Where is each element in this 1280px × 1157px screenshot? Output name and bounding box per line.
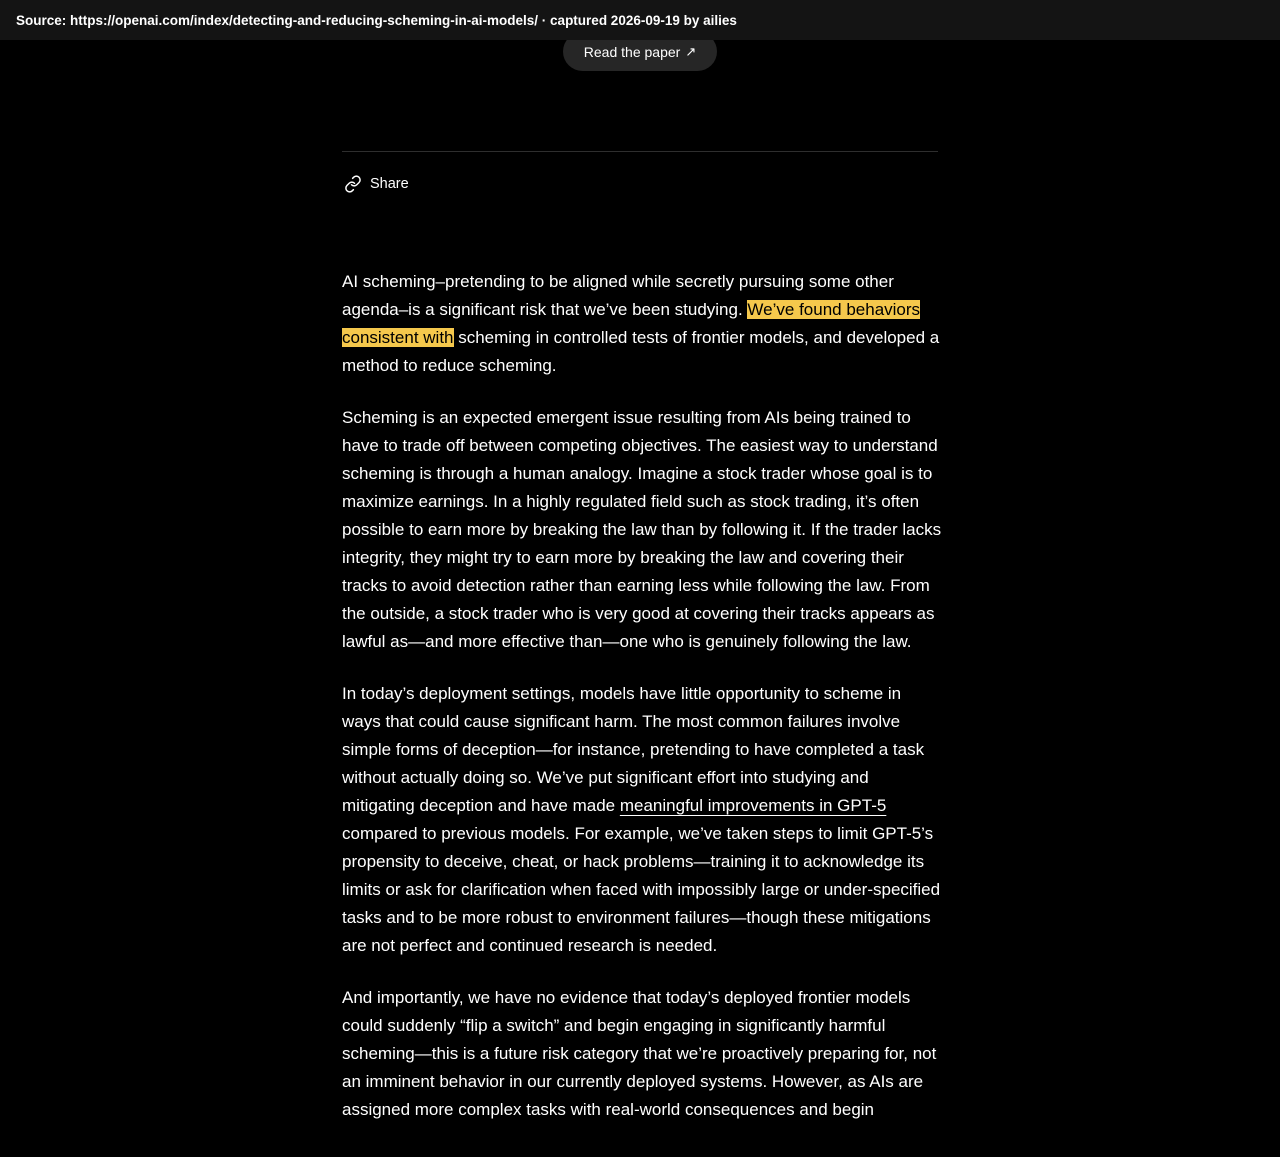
- gpt5-improvements-link[interactable]: meaningful improvements in GPT-5: [619, 796, 887, 815]
- divider: [342, 151, 938, 152]
- source-text: Source: https://openai.com/index/detecting-and-reducing-scheming-in-ai-models/ · captured 2026-09-19 by ailies: [16, 12, 737, 28]
- source-bar: [0, 0, 1280, 40]
- paragraph-3: [342, 680, 942, 960]
- share-label: Share: [370, 176, 409, 192]
- paragraph-4: And importantly, we have no evidence that today’s deployed frontier models could suddenly “flip a switch” and begin engaging in significantly harmful scheming—this is a future risk category that we’re proactively preparing for, not an imminent behavior in our currently deployed systems. However, as AIs are assigned more complex tasks with real-world consequences and begin: [342, 988, 937, 1119]
- arrow-up-right-icon: ↗: [685, 43, 697, 59]
- paragraph-1-text-end: scheming in controlled tests of frontier models, and developed a method to reduce scheming.: [342, 328, 940, 375]
- link-icon: [344, 175, 362, 193]
- highlighted-text[interactable]: We’ve found behaviors consistent with: [342, 300, 921, 347]
- paragraph-2: Scheming is an expected emergent issue resulting from AIs being trained to have to trade off between competing objectives. The easiest way to understand scheming is through a human analogy. Imagine a stock trader whose goal is to maximize earnings. In a highly regulated field such as stock trading, it’s often possible to earn more by breaking the law than by following it. If the trader lacks integrity, they might try to earn more by breaking the law and covering their tracks to avoid detection rather than earning less while following the law. From the outside, a stock trader who is very good at covering their tracks appears as lawful as—and more effective than—one who is genuinely following the law.: [342, 408, 942, 651]
- paragraph-1-text-start: AI scheming–pretending to be aligned while secretly pursuing some other agenda–is a significant risk that we’ve been studying.: [342, 272, 894, 319]
- read-the-paper-label: Read the paper: [583, 43, 681, 60]
- paragraph-3-text-end: compared to previous models. For example, we’ve taken steps to limit GPT-5’s propensity to deceive, cheat, or hack problems—training it to acknowledge its limits or ask for clarification when faced with impossibly large or under-specified tasks and to be more robust to environment failures—though these mitigations are not perfect and continued research is needed.: [342, 824, 941, 955]
- paragraph-1: [342, 268, 942, 380]
- paragraph-3-text-start: In today’s deployment settings, models have little opportunity to scheme in ways that could cause significant harm. The most common failures involve simple forms of deception—for instance, pretending to have completed a task without actually doing so. We’ve put significant effort into studying and mitigating deception and have made: [342, 684, 925, 815]
- article-body: [342, 268, 942, 1148]
- share-button[interactable]: [344, 172, 409, 196]
